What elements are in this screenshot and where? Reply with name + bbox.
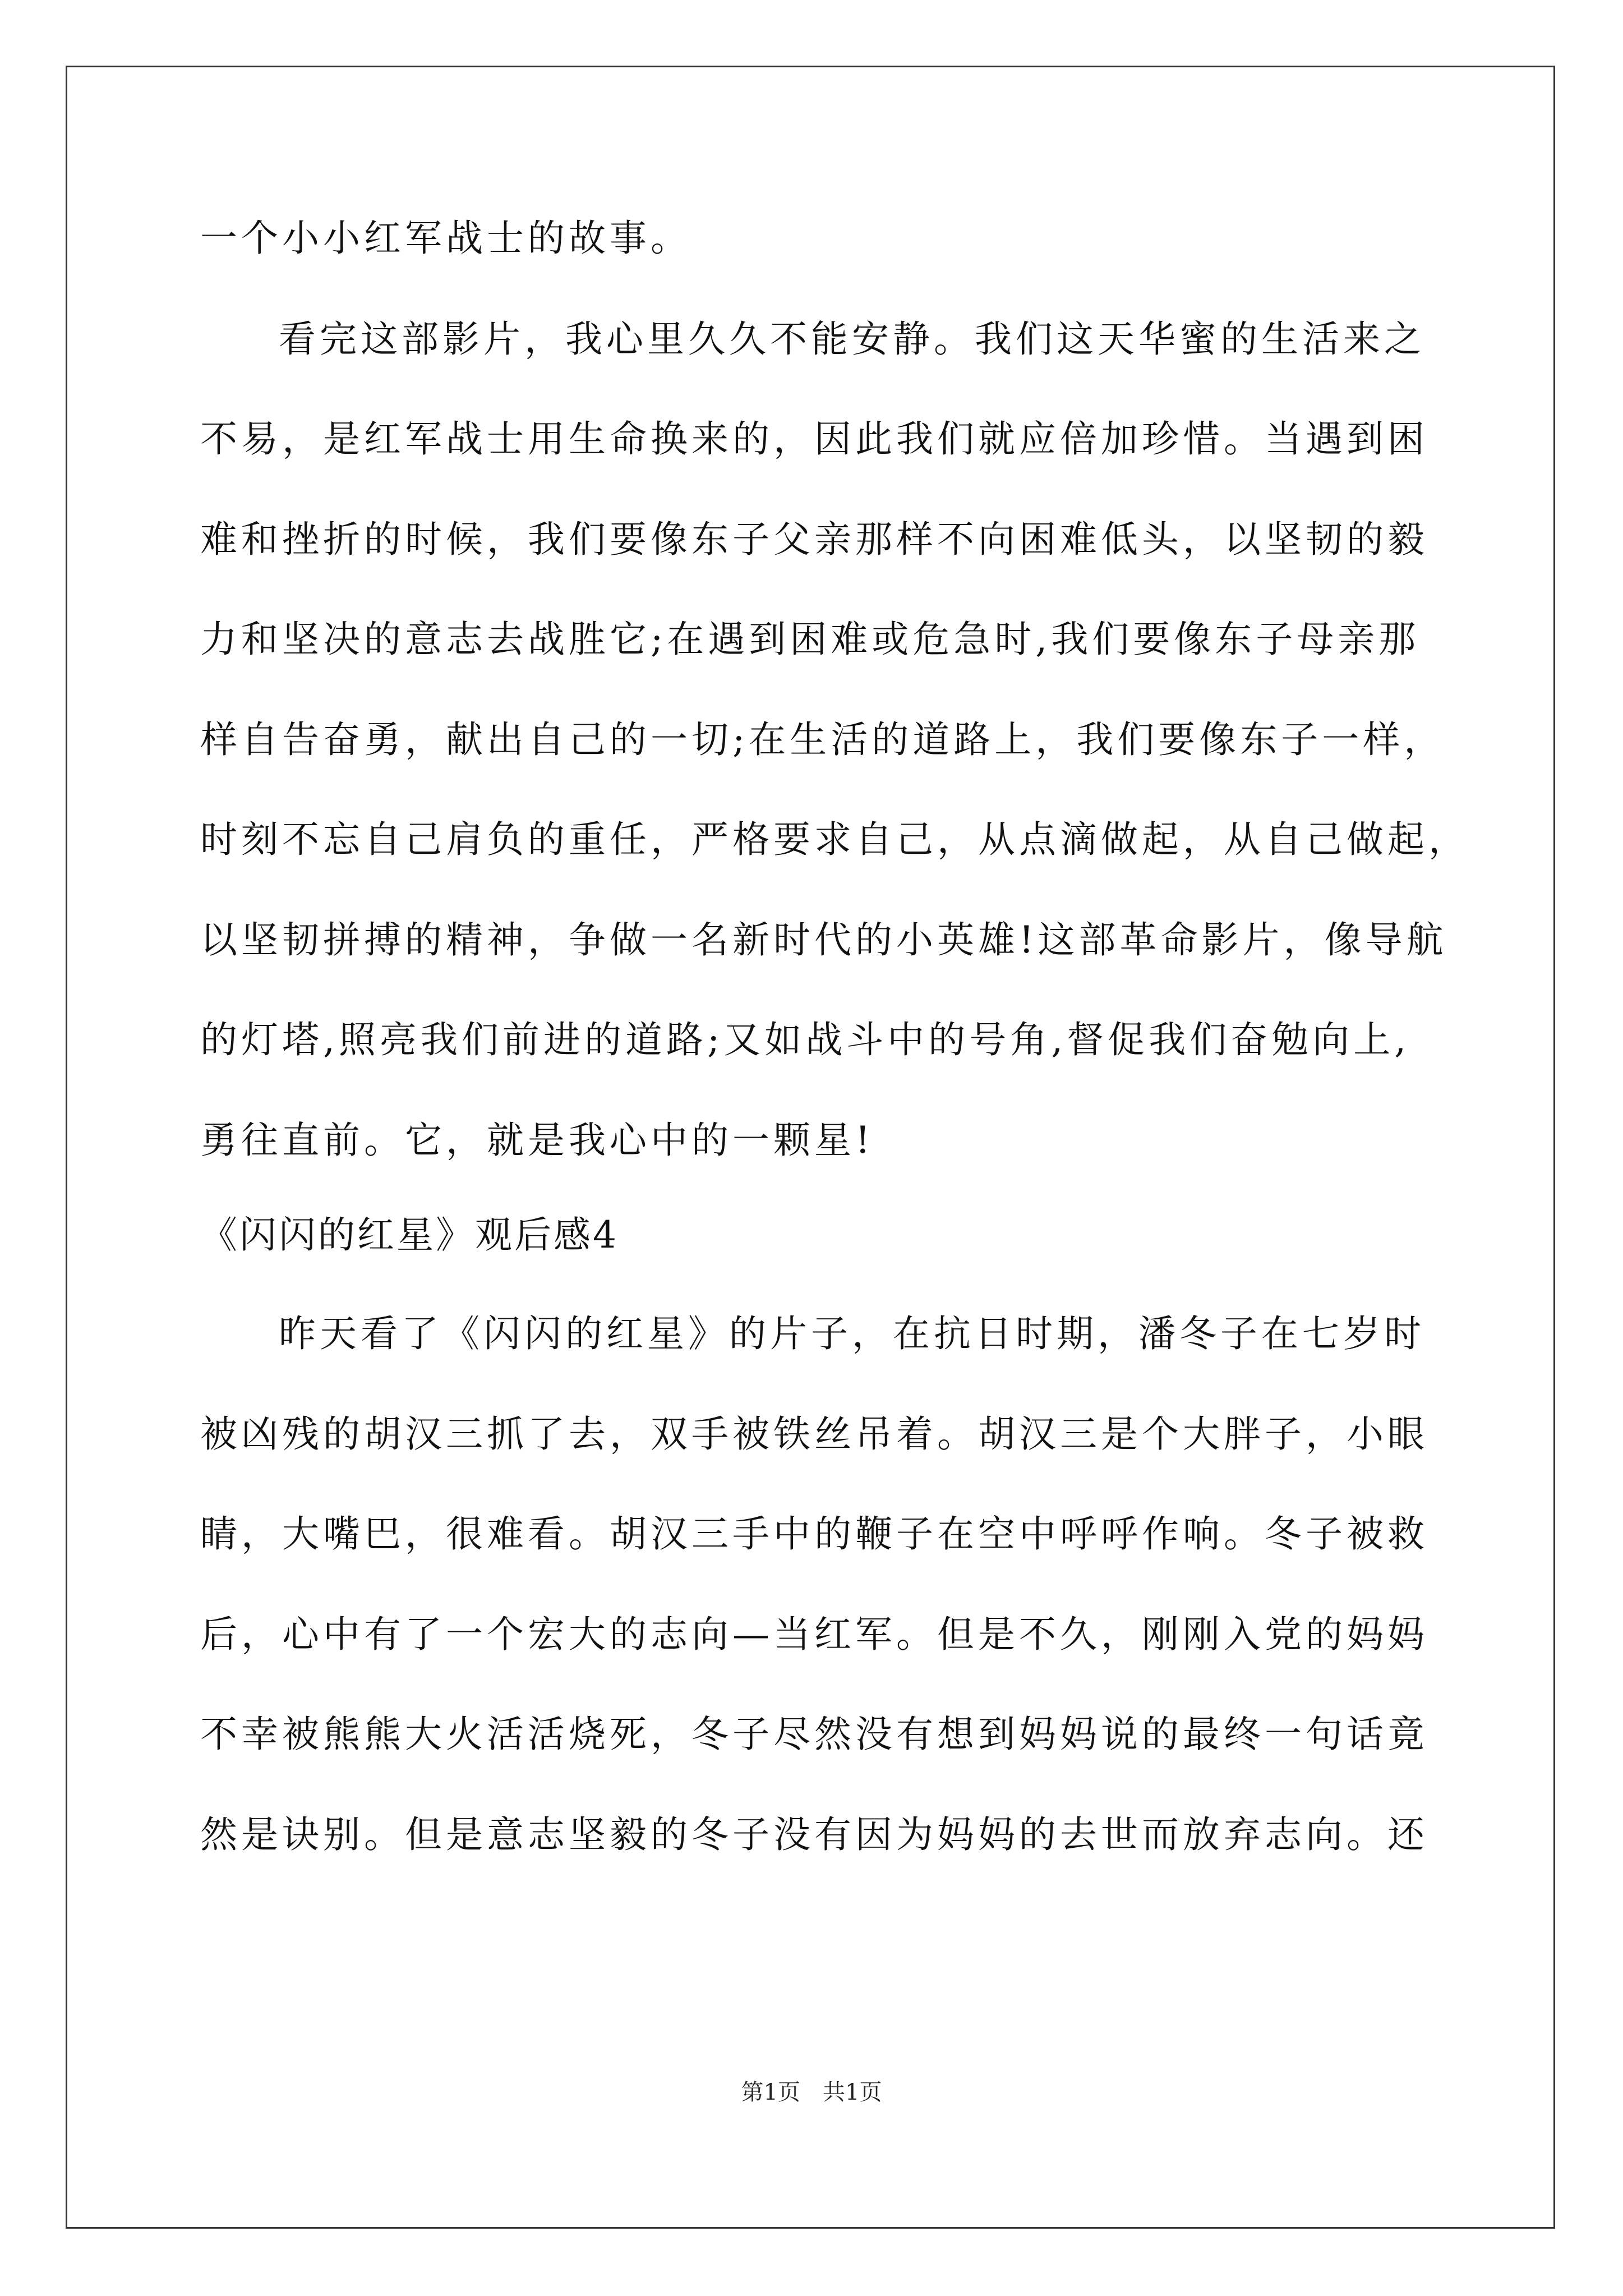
text-line: 看完这部影片，我心里久久不能安静。我们这天华蜜的生活来之 [279, 318, 1425, 361]
text-line: 不易，是红军战士用生命换来的，因此我们就应倍加珍惜。当遇到困 [200, 417, 1428, 461]
text-line: 以坚韧拼搏的精神，争做一名新时代的小英雄!这部革命影片，像导航 [200, 918, 1447, 961]
text-line: 勇往直前。它，就是我心中的一颗星! [200, 1119, 874, 1162]
text-line: 力和坚决的意志去战胜它;在遇到困难或危急时,我们要像东子母亲那 [200, 618, 1420, 661]
text-line: 一个小小红军战士的故事。 [200, 217, 691, 260]
section-heading: 《闪闪的红星》观后感4 [200, 1213, 619, 1257]
text-line: 难和挫折的时候，我们要像东子父亲那样不向困难低头，以坚韧的毅 [200, 518, 1428, 561]
text-line: 的灯塔,照亮我们前进的道路;又如战斗中的号角,督促我们奋勉向上, [200, 1018, 1410, 1061]
text-line: 然是诀别。但是意志坚毅的冬子没有因为妈妈的去世而放弃志向。还 [200, 1813, 1428, 1856]
text-line: 不幸被熊熊大火活活烧死，冬子尽然没有想到妈妈说的最终一句话竟 [200, 1713, 1428, 1756]
text-line: 后，心中有了一个宏大的志向—当红军。但是不久，刚刚入党的妈妈 [200, 1613, 1428, 1656]
text-line: 样自告奋勇，献出自己的一切;在生活的道路上，我们要像东子一样， [200, 718, 1445, 761]
text-line: 睛，大嘴巴，很难看。胡汉三手中的鞭子在空中呼呼作响。冬子被救 [200, 1512, 1428, 1556]
text-line: 被凶残的胡汉三抓了去，双手被铁丝吊着。胡汉三是个大胖子，小眼 [200, 1412, 1428, 1456]
text-line: 时刻不忘自己肩负的重任，严格要求自己，从点滴做起，从自己做起， [200, 818, 1469, 861]
page-footer: 第1页 共1页 [741, 2079, 882, 2105]
text-line: 昨天看了《闪闪的红星》的片子，在抗日时期，潘冬子在七岁时 [279, 1312, 1425, 1355]
